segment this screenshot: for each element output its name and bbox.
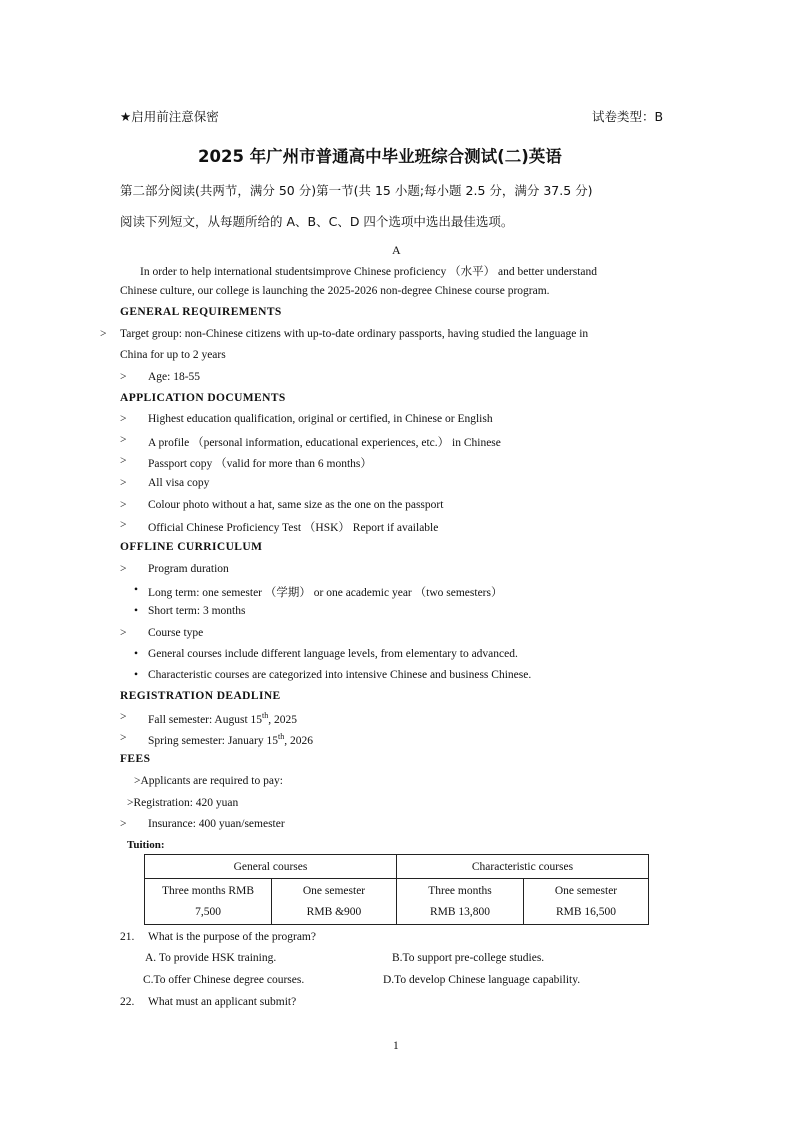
paper-type-label: 试卷类型：B <box>592 109 664 124</box>
arrow-bullet: > <box>120 732 127 744</box>
document-item: All visa copy <box>148 477 210 489</box>
table-row <box>145 879 649 925</box>
exam-title: 2025 年广州市普通高中毕业班综合测试(二)英语 <box>198 147 562 166</box>
cell-line: RMB 13,800 <box>429 905 491 918</box>
tuition-table <box>144 854 649 925</box>
option-d: D.To develop Chinese language capability. <box>383 974 581 986</box>
insurance-fee-line: Insurance: 400 yuan/semester <box>148 818 285 830</box>
dot-bullet: • <box>134 669 139 681</box>
intro-line-2: Chinese culture, our college is launching the 2025-2026 non-degree Chinese course program. <box>120 285 550 297</box>
arrow-bullet: > <box>120 519 127 531</box>
program-duration-label: Program duration <box>148 563 229 575</box>
cell-line: Three months RMB <box>162 884 254 897</box>
target-group-line-2: China for up to 2 years <box>120 349 226 361</box>
arrow-bullet: > <box>120 434 127 446</box>
general-requirements-heading: GENERAL REQUIREMENTS <box>120 306 282 318</box>
section-heading: 第二部分阅读(共两节，满分 50 分)第一节(共 15 小题;每小题 2.5 分，满分 37.5 分) <box>120 183 593 198</box>
registration-deadline-heading: REGISTRATION DEADLINE <box>120 690 281 702</box>
spring-deadline-text: Spring semester: January 15 <box>148 734 278 747</box>
cell-line: 7,500 <box>195 905 221 918</box>
document-item: Passport copy （valid for more than 6 months） <box>148 458 372 470</box>
application-documents-heading: APPLICATION DOCUMENTS <box>120 392 286 404</box>
question-number: 22. <box>120 996 135 1008</box>
fall-semester-deadline <box>148 711 297 726</box>
arrow-bullet: > <box>120 371 127 383</box>
arrow-bullet: > <box>120 627 127 639</box>
cell-line: One semester <box>554 884 618 897</box>
short-term-item: Short term: 3 months <box>148 605 246 617</box>
option-a: A. To provide HSK training. <box>145 952 277 964</box>
instruction-text: 阅读下列短文，从每题所给的 A、B、C、D 四个选项中选出最佳选项。 <box>120 214 514 229</box>
applicants-pay-line: >Applicants are required to pay: <box>134 775 283 787</box>
document-item: A profile （personal information, educational experiences, etc.） in Chinese <box>148 437 501 449</box>
fees-heading: FEES <box>120 753 151 765</box>
spring-semester-deadline <box>148 732 313 747</box>
option-b: B.To support pre-college studies. <box>392 952 545 964</box>
arrow-bullet: > <box>120 818 127 830</box>
registration-fee-line: >Registration: 420 yuan <box>127 797 239 809</box>
fall-deadline-text: Fall semester: August 15 <box>148 713 263 726</box>
spring-deadline-ordinal: th <box>278 732 285 741</box>
cell-line: RMB &900 <box>306 905 362 918</box>
table-cell <box>272 879 397 925</box>
document-item: Official Chinese Proficiency Test （HSK） Report if available <box>148 522 439 534</box>
intro-line-1: In order to help international studentsimprove Chinese proficiency （水平） and better understand <box>140 266 598 278</box>
dot-bullet: • <box>134 605 139 617</box>
dot-bullet: • <box>134 584 139 596</box>
target-group-line-1: Target group: non-Chinese citizens with up-to-date ordinary passports, having studied the language in <box>120 328 589 340</box>
fall-deadline-ordinal: th <box>262 711 269 720</box>
passage-letter: A <box>392 243 401 257</box>
long-term-item: Long term: one semester （学期） or one academic year （two semesters） <box>148 587 503 599</box>
question-21-stem: What is the purpose of the program? <box>148 931 316 943</box>
characteristic-courses-item: Characteristic courses are categorized into intensive Chinese and business Chinese. <box>148 669 532 681</box>
age-requirement: Age: 18-55 <box>148 371 201 383</box>
course-type-label: Course type <box>148 627 204 639</box>
confidential-label: ★启用前注意保密 <box>120 109 219 124</box>
offline-curriculum-heading: OFFLINE CURRICULUM <box>120 541 263 553</box>
arrow-bullet: > <box>120 455 127 467</box>
table-cell <box>145 879 272 925</box>
table-cell <box>397 879 524 925</box>
option-c: C.To offer Chinese degree courses. <box>143 974 305 986</box>
spring-deadline-year: , 2026 <box>284 734 313 747</box>
document-item: Colour photo without a hat, same size as the one on the passport <box>148 499 444 511</box>
general-courses-item: General courses include different language levels, from elementary to advanced. <box>148 648 518 660</box>
arrow-bullet: > <box>120 499 127 511</box>
arrow-bullet: > <box>120 563 127 575</box>
question-number: 21. <box>120 931 135 943</box>
cell-line: One semester <box>302 884 366 897</box>
cell-line: RMB 16,500 <box>555 905 617 918</box>
page-number: 1 <box>393 1040 399 1052</box>
document-item: Highest education qualification, original or certified, in Chinese or English <box>148 413 493 425</box>
general-courses-header: General courses <box>145 855 397 879</box>
arrow-bullet: > <box>120 477 127 489</box>
fall-deadline-year: , 2025 <box>268 713 298 726</box>
tuition-label: Tuition: <box>127 839 165 851</box>
arrow-bullet: > <box>100 328 107 340</box>
characteristic-courses-header: Characteristic courses <box>397 855 649 879</box>
dot-bullet: • <box>134 648 139 660</box>
arrow-bullet: > <box>120 711 127 723</box>
arrow-bullet: > <box>120 413 127 425</box>
question-22-stem: What must an applicant submit? <box>148 996 297 1008</box>
cell-line: Three months <box>428 884 492 897</box>
table-cell <box>524 879 649 925</box>
table-header-row <box>145 855 649 879</box>
